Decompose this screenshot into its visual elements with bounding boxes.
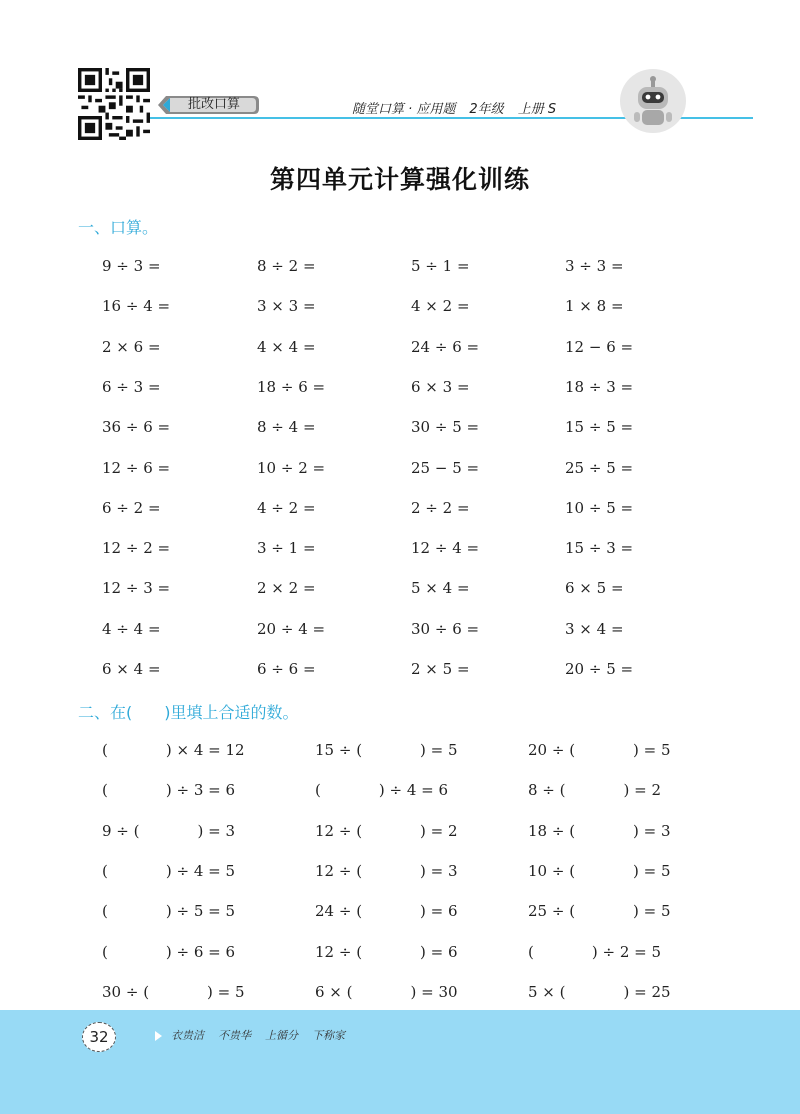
fill-blank-problem: [528, 942, 661, 962]
fill-blank-problem: [315, 740, 458, 760]
problem-prefix: 30 ÷ (: [102, 982, 150, 1001]
page-title: 第四单元计算强化训练: [269, 165, 530, 194]
fill-blank-problem: [528, 740, 671, 760]
problem-suffix: ) = 5: [207, 982, 245, 1001]
problem-prefix: 12 ÷ (: [315, 861, 363, 880]
problem-prefix: 12 ÷ (: [315, 942, 363, 961]
problem-suffix: ) = 3: [197, 821, 235, 840]
motto-phrase: 衣贵洁: [171, 1029, 204, 1042]
oral-problem: 3 × 4 =: [565, 619, 624, 638]
grade-label: 2年级: [469, 102, 504, 117]
oral-problem: 4 × 4 =: [257, 337, 316, 356]
problem-suffix: ) = 5: [633, 741, 671, 759]
oral-problem: 15 ÷ 5 =: [565, 418, 634, 437]
fill-blank-problem: [315, 821, 458, 841]
problem-suffix: ) ÷ 2 = 5: [591, 942, 662, 961]
problem-suffix: ) ÷ 5 = 5: [165, 902, 236, 921]
section-2-heading: 二、在( )里填上合适的数。: [78, 703, 299, 722]
oral-problem: 3 × 3 =: [257, 297, 316, 316]
problem-suffix: ) = 3: [633, 821, 671, 840]
oral-problem: 5 ÷ 1 =: [411, 257, 470, 275]
fill-blank-problem: [102, 821, 235, 841]
fill-blank-problem: [528, 861, 671, 881]
fill-blank-problem: [102, 942, 235, 962]
oral-problem: 8 ÷ 4 =: [257, 418, 316, 437]
oral-problem: 12 ÷ 4 =: [411, 539, 480, 558]
problem-suffix: ) = 2: [623, 781, 661, 800]
oral-problem: 2 × 6 =: [102, 337, 161, 356]
problem-suffix: ) ÷ 6 = 6: [165, 942, 236, 961]
oral-problem: 3 ÷ 1 =: [257, 539, 316, 558]
problem-suffix: ) ÷ 3 = 6: [165, 781, 236, 800]
oral-problem: 6 × 3 =: [411, 377, 470, 396]
problem-suffix: ) = 6: [420, 902, 458, 921]
fill-blank-problem: [102, 982, 245, 1002]
problem-prefix: 8 ÷ (: [528, 781, 566, 800]
oral-problem: 2 × 2 =: [257, 579, 316, 598]
fill-blank-problem: [315, 942, 458, 962]
problem-suffix: ) × 4 = 12: [165, 741, 245, 759]
book-title: 随堂口算 · 应用题: [352, 102, 456, 117]
problem-prefix: (: [528, 942, 534, 961]
oral-problem: 25 − 5 =: [411, 458, 480, 477]
volume-label: 上册 S: [517, 102, 557, 117]
oral-problem: 2 ÷ 2 =: [411, 498, 470, 517]
oral-problem: 9 ÷ 3 =: [102, 257, 161, 275]
oral-problem: 12 ÷ 3 =: [102, 579, 171, 598]
problem-prefix: 25 ÷ (: [528, 902, 576, 921]
oral-problem: 12 ÷ 6 =: [102, 458, 171, 477]
problem-prefix: 20 ÷ (: [528, 741, 576, 759]
tab-label: 批改口算: [188, 97, 241, 112]
problem-suffix: ) = 5: [420, 741, 458, 759]
fill-blank-problem: [102, 780, 235, 800]
problem-prefix: 9 ÷ (: [102, 821, 140, 840]
problem-suffix: ) ÷ 4 = 6: [378, 781, 449, 800]
oral-problem: 25 ÷ 5 =: [565, 458, 634, 477]
oral-problem: 18 ÷ 6 =: [257, 377, 326, 396]
problem-suffix: ) ÷ 4 = 5: [165, 861, 236, 880]
oral-problem: 4 × 2 =: [411, 297, 470, 316]
fill-blank-problem: [528, 901, 671, 921]
fill-blank-problem: [528, 821, 671, 841]
oral-problem: 24 ÷ 6 =: [411, 337, 480, 356]
problem-prefix: (: [102, 902, 108, 921]
problem-suffix: ) = 5: [633, 861, 671, 880]
fill-blank-problem: [315, 982, 458, 1002]
problem-prefix: (: [102, 942, 108, 961]
oral-problem: 30 ÷ 6 =: [411, 619, 480, 638]
problem-prefix: (: [102, 741, 108, 759]
problem-prefix: 15 ÷ (: [315, 741, 363, 759]
problem-suffix: ) = 25: [623, 982, 671, 1001]
oral-problem: 6 × 5 =: [565, 579, 624, 598]
oral-problem: 8 ÷ 2 =: [257, 257, 316, 275]
oral-problem: 20 ÷ 5 =: [565, 660, 634, 678]
fill-blank-problem: [528, 780, 661, 800]
problem-prefix: (: [102, 861, 108, 880]
problem-prefix: (: [102, 781, 108, 800]
qr-code[interactable]: [78, 68, 150, 140]
header-book-info: [352, 98, 570, 117]
problem-prefix: (: [315, 781, 321, 800]
oral-problem: 12 ÷ 2 =: [102, 539, 171, 558]
fill-blank-problem: [315, 780, 448, 800]
oral-problem: 6 ÷ 6 =: [257, 660, 316, 678]
footer-arrow-icon: [155, 1031, 162, 1041]
footer-motto: [171, 1027, 359, 1043]
problem-prefix: 24 ÷ (: [315, 902, 363, 921]
fill-blank-problem: [102, 861, 235, 881]
oral-problem: 30 ÷ 5 =: [411, 418, 480, 437]
fill-blank-problem: [102, 740, 245, 760]
page-number: 32: [82, 1022, 116, 1052]
oral-problem: 36 ÷ 6 =: [102, 418, 171, 437]
motto-phrase: 上循分: [265, 1029, 298, 1042]
oral-problem: 6 ÷ 3 =: [102, 377, 161, 396]
problem-prefix: 5 × (: [528, 982, 566, 1001]
problem-suffix: ) = 30: [410, 982, 458, 1001]
oral-problem: 16 ÷ 4 =: [102, 297, 171, 316]
oral-problem: 18 ÷ 3 =: [565, 377, 634, 396]
oral-problem: 10 ÷ 5 =: [565, 498, 634, 517]
fill-blank-problem: [102, 901, 235, 921]
oral-problem: 2 × 5 =: [411, 660, 470, 678]
fill-blank-problem: [315, 901, 458, 921]
oral-problem: 4 ÷ 2 =: [257, 498, 316, 517]
motto-phrase: 不贵华: [218, 1029, 251, 1042]
oral-problem: 15 ÷ 3 =: [565, 539, 634, 558]
fill-blank-problem: [315, 861, 458, 881]
problem-prefix: 6 × (: [315, 982, 353, 1001]
motto-phrase: 下称家: [312, 1029, 345, 1042]
problem-prefix: 12 ÷ (: [315, 821, 363, 840]
problem-suffix: ) = 6: [420, 942, 458, 961]
oral-problem: 20 ÷ 4 =: [257, 619, 326, 638]
oral-problem: 6 × 4 =: [102, 660, 161, 678]
oral-problem: 12 − 6 =: [565, 337, 634, 356]
oral-problem: 1 × 8 =: [565, 297, 624, 316]
oral-problem: 6 ÷ 2 =: [102, 498, 161, 517]
oral-problem: 4 ÷ 4 =: [102, 619, 161, 638]
section-1-heading: 一、口算。: [78, 218, 159, 237]
problem-suffix: ) = 5: [633, 902, 671, 921]
problem-prefix: 10 ÷ (: [528, 861, 576, 880]
fill-blank-problem: [528, 982, 671, 1002]
robot-mascot-icon: [618, 67, 688, 135]
problem-prefix: 18 ÷ (: [528, 821, 576, 840]
footer-band: [0, 1010, 800, 1114]
problem-suffix: ) = 2: [420, 821, 458, 840]
oral-problem: 5 × 4 =: [411, 579, 470, 598]
oral-problem: 3 ÷ 3 =: [565, 257, 624, 275]
oral-problem: 10 ÷ 2 =: [257, 458, 326, 477]
problem-suffix: ) = 3: [420, 861, 458, 880]
